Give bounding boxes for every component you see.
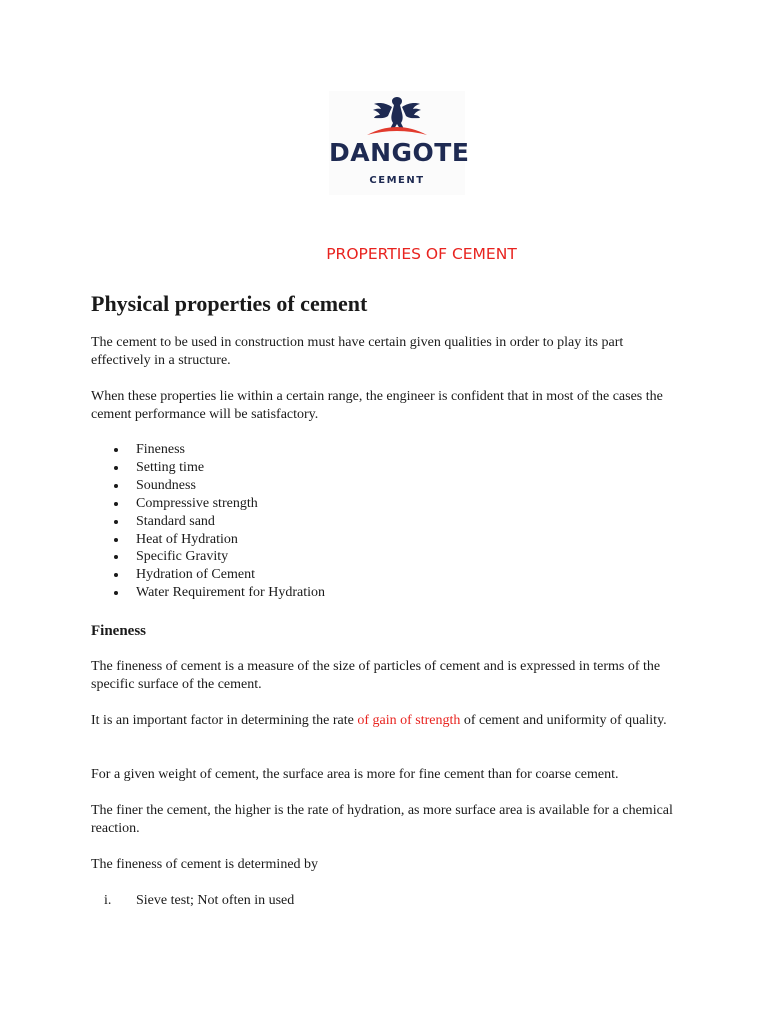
document-title: PROPERTIES OF CEMENT <box>326 245 517 263</box>
fineness-paragraph-5: The fineness of cement is determined by <box>91 857 319 872</box>
list-item: Setting time <box>91 459 325 477</box>
fineness-methods-list <box>91 892 294 910</box>
bullet-icon <box>114 555 118 559</box>
list-item: Compressive strength <box>91 495 325 513</box>
dangote-cement-logo <box>329 91 470 195</box>
list-item: Heat of Hydration <box>91 531 325 549</box>
bullet-icon <box>114 591 118 595</box>
list-item: Water Requirement for Hydration <box>91 584 325 602</box>
bullet-icon <box>114 538 118 542</box>
bullet-icon <box>114 573 118 577</box>
list-item: Specific Gravity <box>91 548 325 566</box>
logo-brand-text: DANGOTE <box>329 138 470 167</box>
gain-of-strength-link[interactable]: of gain of strength <box>357 713 461 728</box>
bullet-icon <box>114 448 118 452</box>
list-item: i. Sieve test; Not often in used <box>104 893 295 908</box>
fineness-paragraph-3: For a given weight of cement, the surface area is more for fine cement than for coarse cement. <box>91 767 619 782</box>
fineness-heading: Fineness <box>91 623 147 639</box>
properties-list <box>91 441 325 602</box>
section-heading: Physical properties of cement <box>91 291 368 316</box>
bullet-icon <box>114 520 118 524</box>
fineness-paragraph-4: The finer the cement, the higher is the rate of hydration, as more surface area is available for a chemical reaction. <box>91 803 673 836</box>
list-item: Fineness <box>91 441 325 459</box>
intro-paragraph-1: The cement to be used in construction must have certain given qualities in order to play its part effectively in a structure. <box>91 335 624 368</box>
bullet-icon <box>114 502 118 506</box>
intro-paragraph-2: When these properties lie within a certain range, the engineer is confident that in most of the cases the cement performance will be satisfactory. <box>91 389 663 422</box>
logo-sub-text: CEMENT <box>369 175 425 186</box>
list-item: Standard sand <box>91 513 325 531</box>
list-item: Soundness <box>91 477 325 495</box>
fineness-paragraph-2: It is an important factor in determining the rate of gain of strength of cement and uniformity of quality. <box>91 713 667 728</box>
list-item: Hydration of Cement <box>91 566 325 584</box>
bullet-icon <box>114 466 118 470</box>
eagle-emblem-icon <box>329 91 465 141</box>
fineness-paragraph-1: The fineness of cement is a measure of the size of particles of cement and is expressed in terms of the specific surface of the cement. <box>91 659 661 692</box>
bullet-icon <box>114 484 118 488</box>
